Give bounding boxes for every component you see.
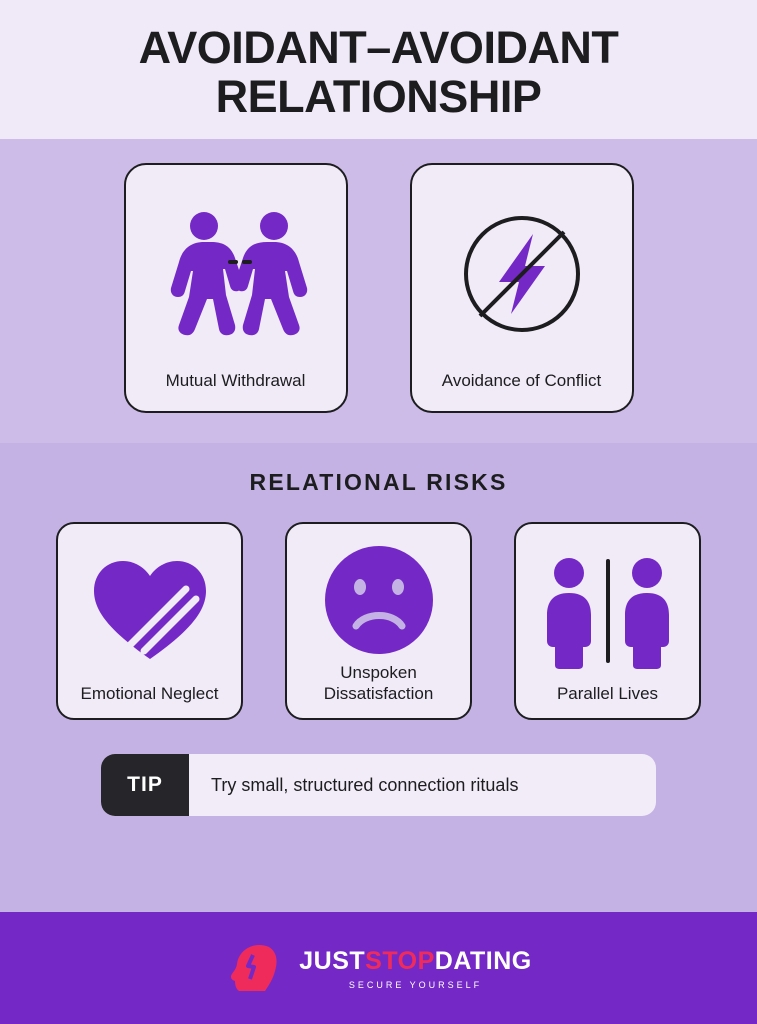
tip-bar [101, 754, 656, 816]
footer-brand-bar [0, 912, 757, 1024]
broken-heart-icon [86, 538, 214, 683]
brand-part-dating: DATING [434, 946, 532, 975]
risk-label: Unspoken Dissatisfaction [323, 662, 434, 703]
risks-heading: RELATIONAL RISKS [249, 469, 508, 496]
brand-part-just: JUST [299, 946, 366, 975]
risk-card-parallel-lives [514, 522, 701, 720]
sad-face-icon [321, 538, 437, 662]
trait-card-avoidance-of-conflict [410, 163, 634, 413]
risk-label: Parallel Lives [556, 683, 659, 703]
trait-label: Avoidance of Conflict [441, 370, 602, 390]
brand-logo [299, 947, 532, 990]
tip-text: Try small, structured connection rituals [211, 774, 519, 795]
page-title: AVOIDANT–AVOIDANT RELATIONSHIP [138, 22, 619, 122]
risk-card-emotional-neglect [56, 522, 243, 720]
risks-band [0, 443, 757, 912]
head-broken-heart-icon [225, 937, 287, 999]
tip-badge: TIP [101, 754, 189, 816]
traits-band [0, 139, 757, 443]
trait-label: Mutual Withdrawal [165, 370, 306, 390]
risk-card-row [56, 522, 701, 720]
two-people-walking-apart-icon [140, 187, 332, 370]
brand-part-stop: STOP [365, 946, 435, 975]
no-lightning-bolt-icon [426, 187, 618, 370]
risk-card-unspoken-dissatisfaction [285, 522, 472, 720]
two-people-divider-icon [533, 538, 683, 683]
title-band [0, 0, 757, 139]
trait-card-mutual-withdrawal [124, 163, 348, 413]
brand-tagline: SECURE YOURSELF [348, 979, 483, 990]
risk-label: Emotional Neglect [80, 683, 219, 703]
